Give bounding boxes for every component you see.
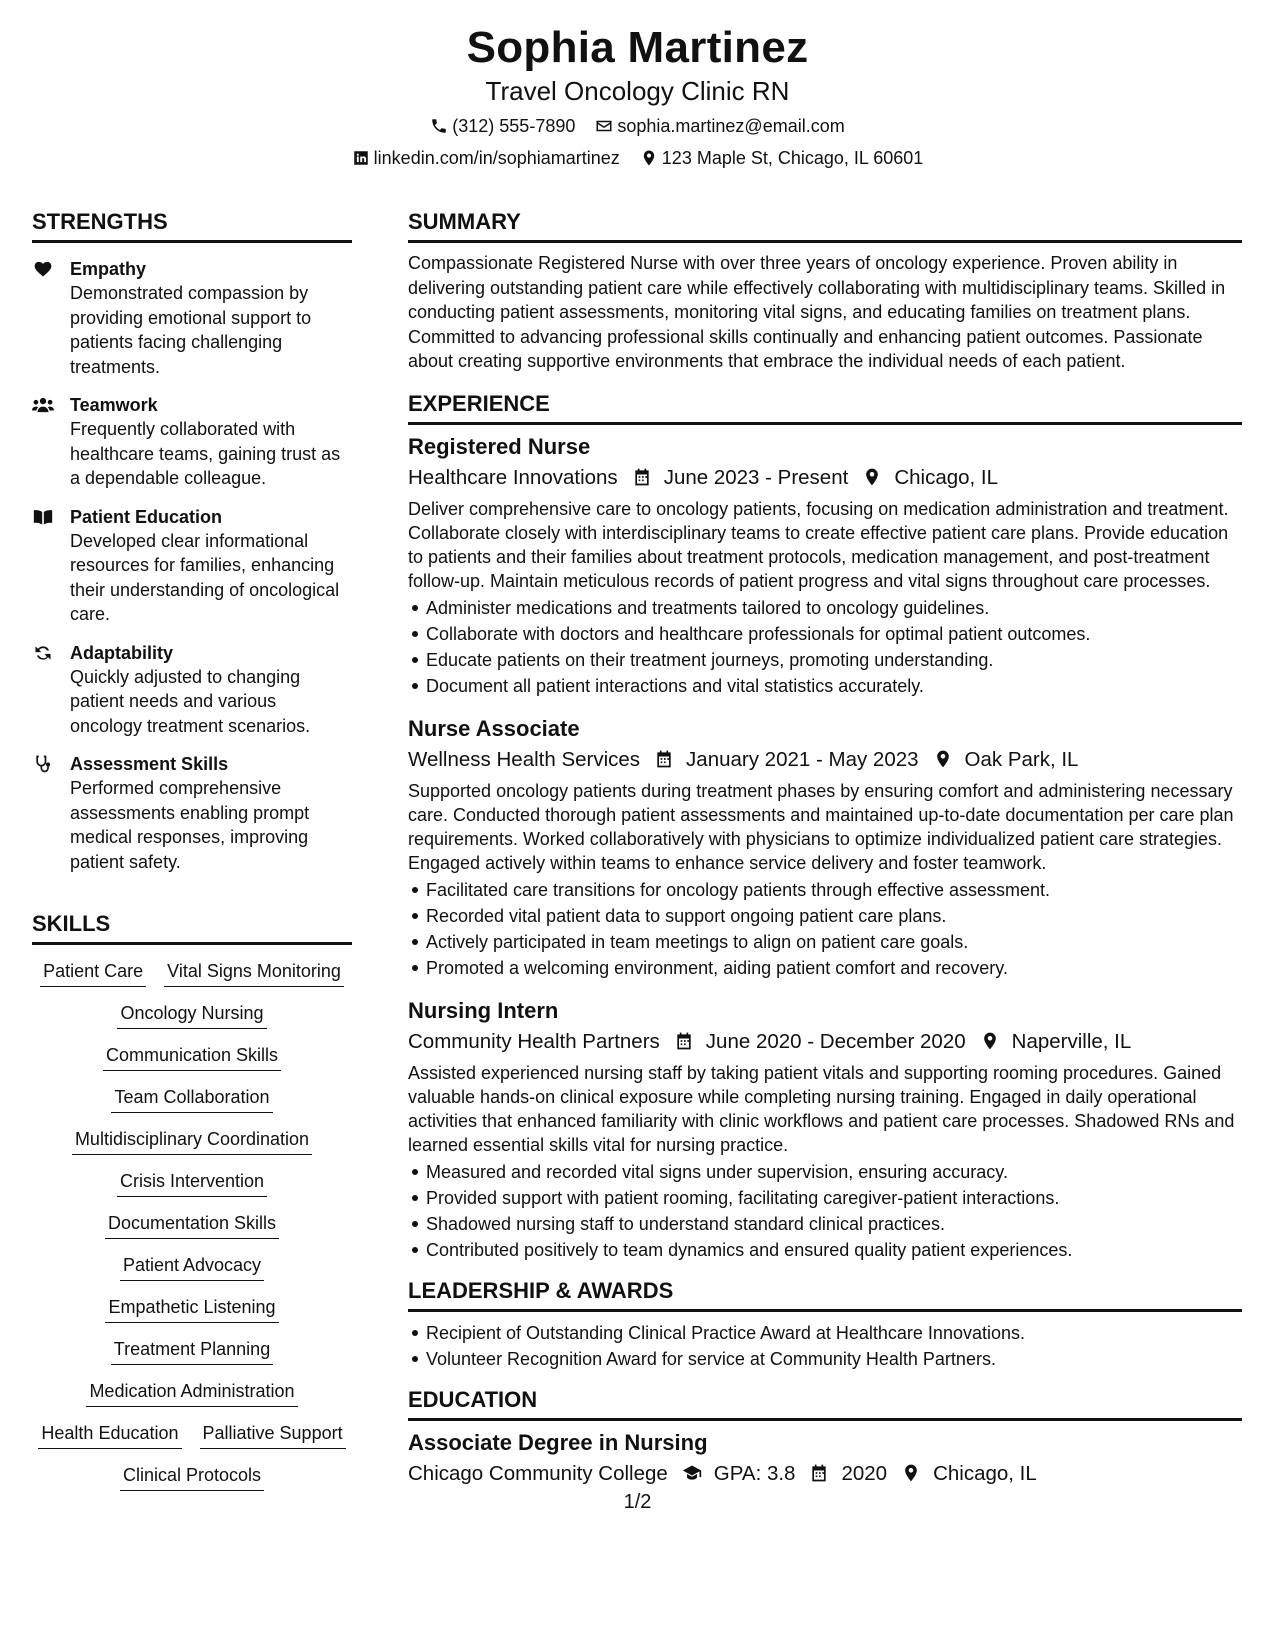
job-meta — [408, 1027, 1242, 1057]
skill-tag: Documentation Skills — [105, 1211, 279, 1239]
job-description: Deliver comprehensive care to oncology patients, focusing on medication administration and treatment. Collaborate closely with interdisciplinary teams to create effective patient care plans. Provide education to patients and their families about treatment protocols, medication management, and post-treatment follow-up. Maintain meticulous records of patient progress and vital signs throughout care processes. — [408, 498, 1229, 591]
bullet-item: Promoted a welcoming environment, aiding patient comfort and recovery. — [408, 955, 1242, 981]
skill-tag: Communication Skills — [103, 1043, 281, 1071]
education-meta — [408, 1459, 1242, 1489]
users-icon — [32, 395, 54, 415]
calendar-icon — [632, 467, 652, 487]
school-location: Chicago, IL — [933, 1461, 1037, 1485]
summary-section — [408, 208, 1242, 374]
resume-header — [0, 22, 1275, 170]
strength-item — [32, 505, 352, 627]
skill-tag: Vital Signs Monitoring — [164, 959, 344, 987]
education-section — [408, 1386, 1242, 1489]
strength-desc: Quickly adjusted to changing patient needs and various oncology treatment scenarios. — [70, 666, 311, 736]
address-contact — [640, 146, 924, 170]
skills-list — [32, 959, 352, 1491]
job-meta — [408, 463, 1242, 493]
linkedin-contact — [352, 146, 620, 170]
skill-tag: Health Education — [38, 1421, 181, 1449]
summary-text: Compassionate Registered Nurse with over three years of oncology experience. Proven ability in delivering outstanding patient care while effectively collaborating with multidisciplinary teams. Skilled in conducting patient assessments, monitoring vital signs, and educating families on treatment plans. Committed to advancing professional skills continually and enhancing patient outcomes. Passionate about creating supportive environments that embrace the individual needs of each patient. — [408, 253, 1226, 371]
education-entry — [408, 1429, 1242, 1489]
strength-item — [32, 393, 352, 491]
map-pin-icon — [901, 1463, 921, 1483]
job-company: Healthcare Innovations — [408, 465, 618, 489]
school-name: Chicago Community College — [408, 1461, 668, 1485]
strength-item — [32, 752, 352, 874]
stethoscope-icon — [32, 754, 54, 774]
bullet-item: Recorded vital patient data to support ongoing patient care plans. — [408, 903, 1242, 929]
email-contact — [595, 114, 844, 138]
summary-heading: SUMMARY — [408, 208, 1242, 243]
awards-heading: LEADERSHIP & AWARDS — [408, 1277, 1242, 1312]
job-dates: January 2021 - May 2023 — [686, 747, 919, 771]
address-text: 123 Maple St, Chicago, IL 60601 — [661, 148, 924, 168]
job-title: Registered Nurse — [408, 433, 591, 459]
bullet-item: Administer medications and treatments tailored to oncology guidelines. — [408, 595, 1242, 621]
calendar-icon — [674, 1031, 694, 1051]
right-column — [408, 208, 1242, 1489]
skill-tag: Team Collaboration — [111, 1085, 272, 1113]
job-description: Assisted experienced nursing staff by taking patient vitals and supporting rooming procedures. Gained valuable hands-on clinical exposure while completing nursing training. Engaged in daily operational activities that enhanced familiarity with clinic workflows and patient care processes. Shadowed RNs and learned essential skills vital for nursing practice. — [408, 1062, 1235, 1155]
experience-section — [408, 390, 1242, 1263]
awards-section — [408, 1277, 1242, 1372]
skill-tag: Patient Advocacy — [120, 1253, 264, 1281]
job-dates: June 2020 - December 2020 — [705, 1029, 966, 1053]
job-bullets — [408, 877, 1242, 981]
job-entry — [408, 433, 1242, 699]
contact-row-2 — [0, 146, 1275, 170]
skill-tag: Palliative Support — [200, 1421, 346, 1449]
page-number: 1/2 — [623, 1491, 652, 1513]
envelope-icon — [595, 117, 613, 135]
awards-list — [408, 1320, 1242, 1372]
left-column — [32, 208, 352, 1491]
sync-icon — [32, 643, 54, 663]
strength-desc: Frequently collaborated with healthcare teams, gaining trust as a dependable colleague. — [70, 419, 341, 488]
job-meta — [408, 745, 1242, 775]
calendar-icon — [654, 749, 674, 769]
heart-icon — [32, 259, 54, 279]
education-heading: EDUCATION — [408, 1386, 1242, 1421]
bullet-item: Actively participated in team meetings to align on patient care goals. — [408, 929, 1242, 955]
map-pin-icon — [933, 749, 953, 769]
map-pin-icon — [640, 149, 658, 167]
skill-tag: Multidisciplinary Coordination — [72, 1127, 312, 1155]
email-text: sophia.martinez@email.com — [617, 116, 845, 136]
bullet-item: Shadowed nursing staff to understand standard clinical practices. — [408, 1211, 1242, 1237]
skills-heading: SKILLS — [32, 910, 352, 945]
graduation-year: 2020 — [841, 1461, 888, 1485]
strength-title: Adaptability — [70, 642, 174, 663]
skill-tag: Crisis Intervention — [117, 1169, 267, 1197]
bullet-item: Educate patients on their treatment journeys, promoting understanding. — [408, 647, 1242, 673]
bullet-item: Collaborate with doctors and healthcare professionals for optimal patient outcomes. — [408, 621, 1242, 647]
graduation-cap-icon — [682, 1463, 702, 1483]
job-location: Chicago, IL — [894, 465, 999, 489]
job-bullets — [408, 1159, 1242, 1263]
gpa-text: GPA: 3.8 — [713, 1461, 796, 1485]
strength-title: Teamwork — [70, 395, 158, 415]
skills-section — [32, 910, 352, 1491]
strengths-heading: STRENGTHS — [32, 208, 352, 243]
linkedin-icon — [352, 149, 370, 167]
candidate-title: Travel Oncology Clinic RN — [485, 76, 790, 106]
strength-desc: Demonstrated compassion by providing emotional support to patients facing challenging treatments. — [70, 283, 312, 377]
phone-text: (312) 555-7890 — [452, 116, 576, 136]
job-location: Oak Park, IL — [964, 747, 1079, 771]
book-icon — [32, 507, 54, 527]
strength-title: Assessment Skills — [70, 754, 229, 774]
job-title: Nurse Associate — [408, 715, 580, 741]
experience-heading: EXPERIENCE — [408, 390, 1242, 425]
phone-contact — [430, 114, 575, 138]
contact-row-1 — [0, 114, 1275, 138]
bullet-item: Document all patient interactions and vital statistics accurately. — [408, 673, 1242, 699]
strength-item — [32, 641, 352, 739]
calendar-icon — [809, 1463, 829, 1483]
job-entry — [408, 997, 1242, 1263]
map-pin-icon — [862, 467, 882, 487]
bullet-item: Facilitated care transitions for oncology patients through effective assessment. — [408, 877, 1242, 903]
skill-tag: Medication Administration — [86, 1379, 297, 1407]
skill-tag: Oncology Nursing — [117, 1001, 266, 1029]
strength-item — [32, 257, 352, 379]
job-location: Naperville, IL — [1011, 1029, 1132, 1053]
award-item: Recipient of Outstanding Clinical Practice Award at Healthcare Innovations. — [408, 1320, 1242, 1346]
phone-icon — [430, 117, 448, 135]
strength-desc: Developed clear informational resources for families, enhancing their understanding of oncological care. — [70, 530, 340, 624]
map-pin-icon — [980, 1031, 1000, 1051]
job-description: Supported oncology patients during treatment phases by ensuring comfort and administering necessary care. Conducted thorough patient assessments and maintained up-to-date documentation per care plan requirements. Worked collaboratively with physicians to optimize individualized patient care strategies. Engaged actively within teams to enhance service delivery and foster teamwork. — [408, 780, 1234, 873]
strength-title: Patient Education — [70, 506, 223, 527]
job-company: Community Health Partners — [408, 1029, 660, 1053]
skill-tag: Patient Care — [40, 959, 146, 987]
bullet-item: Measured and recorded vital signs under supervision, ensuring accuracy. — [408, 1159, 1242, 1185]
job-entry — [408, 715, 1242, 981]
bullet-item: Contributed positively to team dynamics and ensured quality patient experiences. — [408, 1237, 1242, 1263]
strengths-section — [32, 208, 352, 874]
award-item: Volunteer Recognition Award for service at Community Health Partners. — [408, 1346, 1242, 1372]
skill-tag: Clinical Protocols — [120, 1463, 264, 1491]
strength-desc: Performed comprehensive assessments enabling prompt medical responses, improving patient safety. — [70, 778, 310, 872]
strength-title: Empathy — [70, 259, 147, 279]
job-bullets — [408, 595, 1242, 699]
job-dates: June 2023 - Present — [663, 465, 849, 489]
linkedin-text: linkedin.com/in/sophiamartinez — [373, 148, 620, 168]
bullet-item: Provided support with patient rooming, facilitating caregiver-patient interactions. — [408, 1185, 1242, 1211]
skill-tag: Empathetic Listening — [105, 1295, 278, 1323]
skill-tag: Treatment Planning — [111, 1337, 273, 1365]
degree-title: Associate Degree in Nursing — [408, 1429, 708, 1455]
job-title: Nursing Intern — [408, 997, 559, 1023]
job-company: Wellness Health Services — [408, 747, 641, 771]
candidate-name: Sophia Martinez — [466, 23, 809, 72]
